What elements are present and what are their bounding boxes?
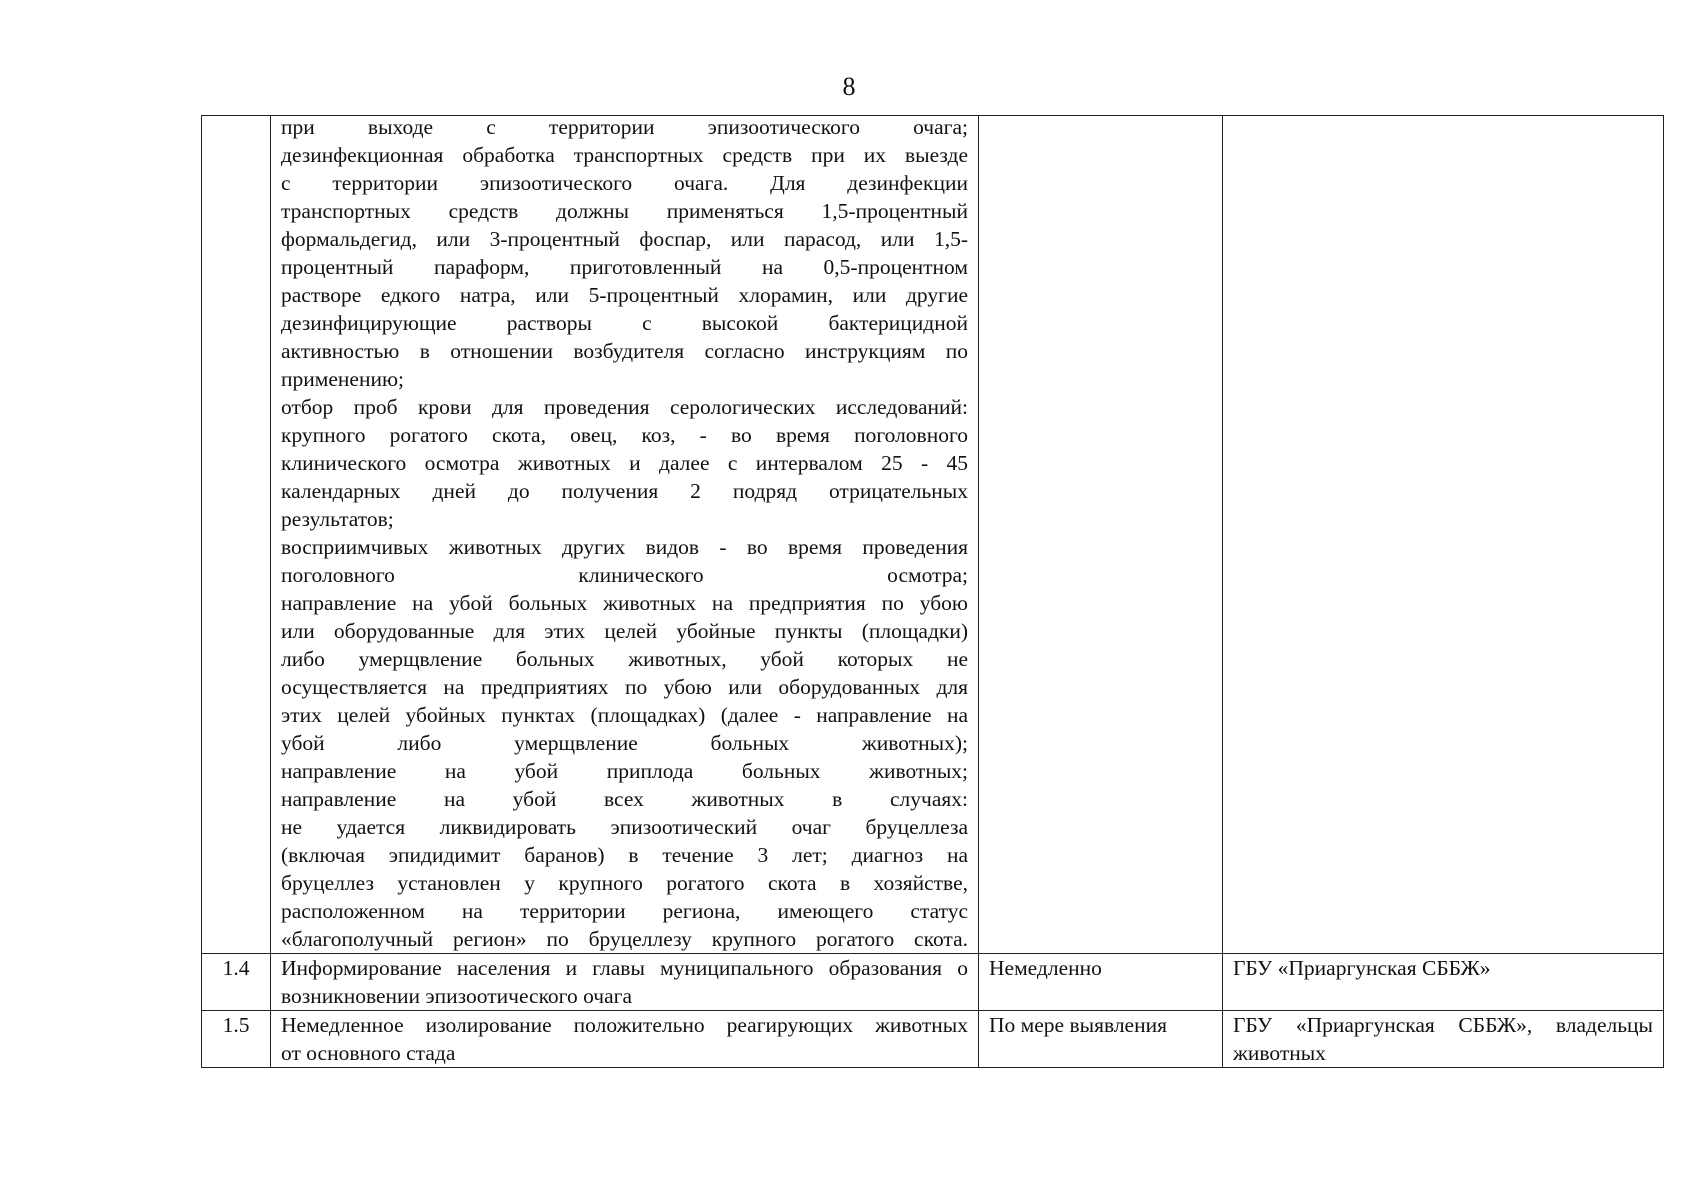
text-line: направление на убой всех животных в случаях: — [281, 787, 968, 811]
text-line: направление на убой больных животных на предприятия по убою — [281, 591, 968, 615]
text-line: ГБУ «Приаргунская СББЖ», владельцы — [1233, 1013, 1653, 1037]
text-line: ГБУ «Приаргунская СББЖ» — [1233, 956, 1491, 980]
text-line: формальдегид, или 3-процентный фоспар, или парасод, или 1,5- — [281, 227, 968, 251]
executor-cell — [1223, 116, 1664, 954]
term-cell: По мере выявления — [979, 1011, 1223, 1068]
text-line: не удается ликвидировать эпизоотический очаг бруцеллеза — [281, 815, 968, 839]
text-line: убой либо умерщвление больных животных); — [281, 731, 968, 755]
text-line: возникновении эпизоотического очага — [281, 984, 633, 1008]
text-line: либо умерщвление больных животных, убой которых не — [281, 647, 968, 671]
page-number: 8 — [842, 72, 856, 101]
row-number-cell: 1.5 — [202, 1011, 271, 1068]
text-line: поголовного клинического осмотра; — [281, 563, 968, 587]
text-line: направление на убой приплода больных животных; — [281, 759, 968, 783]
text-line: процентный параформ, приготовленный на 0,5-процентном — [281, 255, 968, 279]
text-line: результатов; — [281, 507, 394, 531]
text-line: осуществляется на предприятиях по убою или оборудованных для — [281, 675, 968, 699]
row-number-cell — [202, 116, 271, 954]
text-line: «благополучный регион» по бруцеллезу крупного рогатого скота. — [281, 927, 968, 951]
action-cell — [271, 116, 979, 954]
text-line: отбор проб крови для проведения серологических исследований: — [281, 395, 968, 419]
action-cell — [271, 954, 979, 1011]
text-line: восприимчивых животных других видов - во время проведения — [281, 535, 968, 559]
executor-cell — [1223, 1011, 1664, 1068]
text-line: с территории эпизоотического очага. Для дезинфекции — [281, 171, 968, 195]
text-line: дезинфекционная обработка транспортных средств при их выезде — [281, 143, 968, 167]
text-line: расположенном на территории региона, имеющего статус — [281, 899, 968, 923]
text-line: (включая эпидидимит баранов) в течение 3 лет; диагноз на — [281, 843, 968, 867]
action-cell — [271, 1011, 979, 1068]
text-line: клинического осмотра животных и далее с интервалом 25 - 45 — [281, 451, 968, 475]
text-line: животных — [1233, 1041, 1326, 1065]
text-line: этих целей убойных пунктах (площадках) (далее - направление на — [281, 703, 968, 727]
text-line: бруцеллез установлен у крупного рогатого скота в хозяйстве, — [281, 871, 968, 895]
text-line: Немедленное изолирование положительно реагирующих животных — [281, 1013, 968, 1037]
text-line: Информирование населения и главы муниципального образования о — [281, 956, 968, 980]
term-cell — [979, 116, 1223, 954]
table-row — [202, 1011, 1664, 1068]
text-line: активностью в отношении возбудителя согласно инструкциям по — [281, 339, 968, 363]
text-line: календарных дней до получения 2 подряд отрицательных — [281, 479, 968, 503]
text-line: применению; — [281, 367, 405, 391]
text-line: при выходе с территории эпизоотического очага; — [281, 115, 968, 139]
text-line: транспортных средств должны применяться 1,5-процентный — [281, 199, 968, 223]
text-line: от основного стада — [281, 1041, 456, 1065]
executor-cell — [1223, 954, 1664, 1011]
measures-table — [201, 115, 1664, 1068]
table-row-continuation — [202, 116, 1664, 954]
text-line: крупного рогатого скота, овец, коз, - во время поголовного — [281, 423, 968, 447]
text-line: растворе едкого натра, или 5-процентный хлорамин, или другие — [281, 283, 968, 307]
text-line: дезинфицирующие растворы с высокой бактерицидной — [281, 311, 968, 335]
row-number-cell: 1.4 — [202, 954, 271, 1011]
table-row — [202, 954, 1664, 1011]
term-cell: Немедленно — [979, 954, 1223, 1011]
text-line: или оборудованные для этих целей убойные пункты (площадки) — [281, 619, 968, 643]
